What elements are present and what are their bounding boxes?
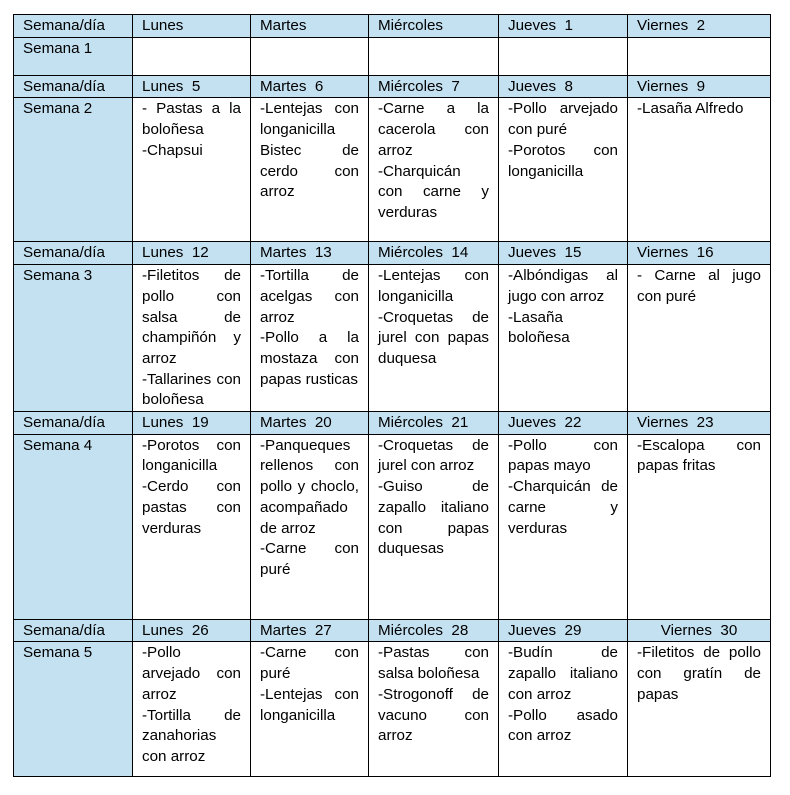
dish-item: -Croquetas de jurel con papas duquesa bbox=[378, 308, 489, 367]
dish-item: -Tortilla de acelgas con arroz bbox=[260, 267, 359, 326]
menu-cell bbox=[499, 642, 628, 777]
dish-item: -Pollo asado con arroz bbox=[508, 706, 618, 745]
weekly-menu-table bbox=[13, 14, 771, 777]
dish-item: -Strogonoff de vacuno con arroz bbox=[378, 685, 489, 745]
day-header-cell: Lunes 5 bbox=[133, 75, 251, 98]
menu-cell bbox=[251, 37, 369, 75]
week-menu-row bbox=[14, 37, 771, 75]
header-semana-dia: Semana/día bbox=[14, 619, 133, 642]
dish-item: -Carne con puré bbox=[260, 644, 359, 683]
menu-cell bbox=[133, 642, 251, 777]
day-header-cell: Viernes 2 bbox=[628, 15, 771, 38]
day-header-cell: Martes 13 bbox=[251, 242, 369, 265]
menu-cell bbox=[251, 265, 369, 412]
day-header-cell: Miércoles bbox=[369, 15, 499, 38]
day-header-cell: Martes 27 bbox=[251, 619, 369, 642]
dish-item: -Lentejas con longanicilla bbox=[260, 685, 359, 724]
day-header-cell: Jueves 1 bbox=[499, 15, 628, 38]
menu-cell bbox=[133, 37, 251, 75]
dish-item: -Charquicán de carne y verduras bbox=[508, 478, 618, 537]
dish-item: -Porotos con longanicilla bbox=[142, 436, 241, 475]
week-menu-row bbox=[14, 98, 771, 242]
dish-item: -Lentejas con longanicilla bbox=[378, 267, 489, 305]
day-header-cell: Viernes 16 bbox=[628, 242, 771, 265]
header-semana-dia: Semana/día bbox=[14, 242, 133, 265]
day-header-cell: Miércoles 7 bbox=[369, 75, 499, 98]
dish-item: - Carne al jugo con puré bbox=[637, 267, 761, 305]
dish-item: -Escalopa con papas fritas bbox=[637, 436, 761, 475]
day-header-cell: Jueves 22 bbox=[499, 412, 628, 435]
day-header-cell: Miércoles 14 bbox=[369, 242, 499, 265]
week-label: Semana 1 bbox=[14, 37, 133, 75]
day-header-cell: Viernes 9 bbox=[628, 75, 771, 98]
day-header-cell: Miércoles 21 bbox=[369, 412, 499, 435]
day-header-cell: Lunes 19 bbox=[133, 412, 251, 435]
week-header-row bbox=[14, 242, 771, 265]
menu-cell bbox=[369, 642, 499, 777]
dish-item: -Filetitos de pollo con gratín de papas bbox=[637, 644, 761, 703]
dish-item: -Pastas con salsa boloñesa bbox=[378, 644, 489, 683]
week-label: Semana 3 bbox=[14, 265, 133, 412]
dish-item: -Carne con puré bbox=[260, 540, 359, 578]
menu-cell bbox=[499, 37, 628, 75]
day-header-cell: Martes 20 bbox=[251, 412, 369, 435]
week-header-row bbox=[14, 15, 771, 38]
week-label: Semana 2 bbox=[14, 98, 133, 242]
dish-item: -Tallarines con boloñesa bbox=[142, 370, 241, 409]
dish-item: -Pollo a la mostaza con papas rusticas bbox=[260, 329, 359, 388]
menu-cell bbox=[499, 434, 628, 619]
week-header-row bbox=[14, 75, 771, 98]
day-header-cell: Viernes 23 bbox=[628, 412, 771, 435]
day-header-cell: Miércoles 28 bbox=[369, 619, 499, 642]
header-semana-dia: Semana/día bbox=[14, 412, 133, 435]
menu-cell bbox=[369, 434, 499, 619]
menu-cell bbox=[499, 265, 628, 412]
week-menu-row bbox=[14, 434, 771, 619]
dish-item: -Pollo con papas mayo bbox=[508, 436, 618, 475]
day-header-cell: Viernes 30 bbox=[628, 619, 771, 642]
dish-item: -Pollo arvejado con arroz bbox=[142, 644, 241, 703]
day-header-cell: Lunes bbox=[133, 15, 251, 38]
day-header-cell: Jueves 29 bbox=[499, 619, 628, 642]
dish-item: -Croquetas de jurel con arroz bbox=[378, 436, 489, 475]
dish-item: -Guiso de zapallo italiano con papas duquesas bbox=[378, 478, 489, 558]
week-header-row bbox=[14, 412, 771, 435]
dish-item: -Budín de zapallo italiano con arroz bbox=[508, 644, 618, 703]
dish-item: -Albóndigas al jugo con arroz bbox=[508, 267, 618, 305]
menu-cell bbox=[251, 434, 369, 619]
menu-cell bbox=[499, 98, 628, 242]
menu-cell bbox=[628, 265, 771, 412]
dish-item: -Lasaña Alfredo bbox=[637, 100, 744, 118]
header-semana-dia: Semana/día bbox=[14, 75, 133, 98]
week-label: Semana 5 bbox=[14, 642, 133, 777]
menu-cell bbox=[133, 434, 251, 619]
header-semana-dia: Semana/día bbox=[14, 15, 133, 38]
dish-item: -Panqueques rellenos con pollo y choclo, acompañado de arroz bbox=[260, 436, 359, 537]
dish-item: -Cerdo con pastas con verduras bbox=[142, 478, 241, 537]
menu-cell bbox=[369, 265, 499, 412]
day-header-cell: Lunes 26 bbox=[133, 619, 251, 642]
menu-cell bbox=[251, 642, 369, 777]
day-header-cell: Martes bbox=[251, 15, 369, 38]
menu-cell bbox=[133, 265, 251, 412]
dish-item: - Pastas a la boloñesa bbox=[142, 100, 241, 139]
menu-cell bbox=[369, 37, 499, 75]
week-menu-row bbox=[14, 642, 771, 777]
dish-item: -Lasaña boloñesa bbox=[508, 308, 570, 347]
menu-cell bbox=[628, 98, 771, 242]
menu-cell bbox=[369, 98, 499, 242]
dish-item: -Carne a la cacerola con arroz bbox=[378, 100, 489, 159]
week-menu-row bbox=[14, 265, 771, 412]
menu-cell bbox=[628, 642, 771, 777]
day-header-cell: Jueves 8 bbox=[499, 75, 628, 98]
menu-cell bbox=[251, 98, 369, 242]
dish-item: -Filetitos de pollo con salsa de champiñón y arroz bbox=[142, 267, 241, 367]
day-header-cell: Lunes 12 bbox=[133, 242, 251, 265]
dish-item: -Porotos con longanicilla bbox=[508, 141, 618, 180]
dish-item: -Lentejas con longanicilla Bistec de cerdo con arroz bbox=[260, 100, 359, 201]
dish-item: -Charquicán con carne y verduras bbox=[378, 162, 489, 221]
dish-item: -Pollo arvejado con puré bbox=[508, 100, 618, 139]
day-header-cell: Martes 6 bbox=[251, 75, 369, 98]
dish-item: -Chapsui bbox=[142, 141, 203, 159]
menu-cell bbox=[628, 37, 771, 75]
dish-item: -Tortilla de zanahorias con arroz bbox=[142, 706, 241, 765]
week-header-row bbox=[14, 619, 771, 642]
day-header-cell: Jueves 15 bbox=[499, 242, 628, 265]
week-label: Semana 4 bbox=[14, 434, 133, 619]
menu-cell bbox=[628, 434, 771, 619]
menu-cell bbox=[133, 98, 251, 242]
